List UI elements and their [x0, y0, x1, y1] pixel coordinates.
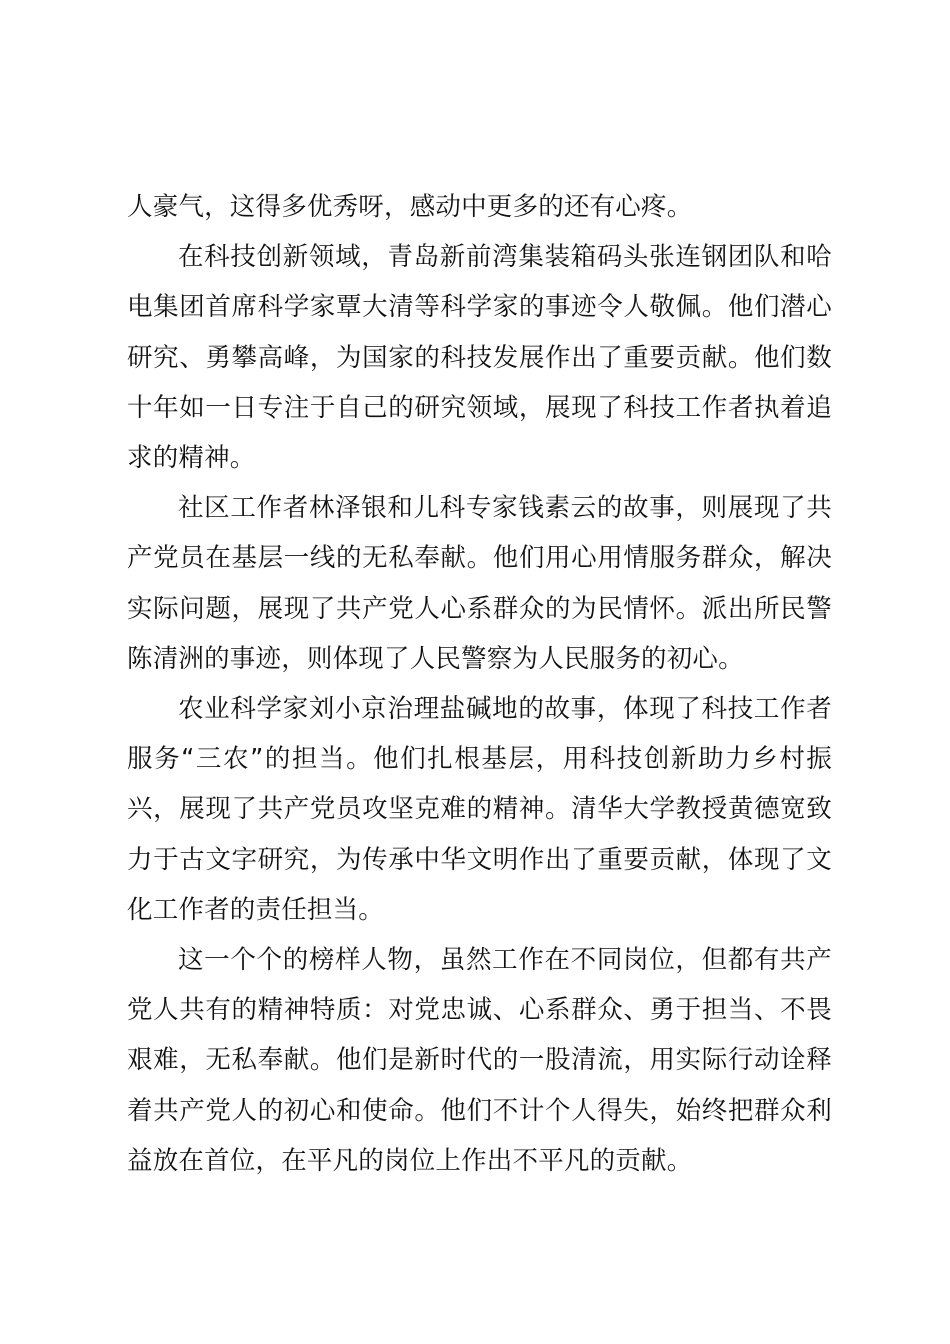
paragraph-continuation: 人豪气，这得多优秀呀，感动中更多的还有心疼。: [127, 192, 693, 222]
paragraph-community-workers: 社区工作者林泽银和儿科专家钱素云的故事，则展现了共产党员在基层一线的无私奉献。他们用心用情服务群众，解决实际问题，展现了共产党人心系群众的为民情怀。派出所民警陈清洲的事迹，则体现了人民警察为人民服务的初心。: [127, 493, 832, 674]
paragraph-role-models: 这一个个的榜样人物，虽然工作在不同岗位，但都有共产党人共有的精神特质：对党忠诚、心系群众、勇于担当、不畏艰难，无私奉献。他们是新时代的一股清流，用实际行动诠释着共产党人的初心和使命。他们不计个人得失，始终把群众利益放在首位，在平凡的岗位上作出不平凡的贡献。: [127, 945, 832, 1176]
paragraph-tech-innovation: 在科技创新领域，青岛新前湾集装箱码头张连钢团队和哈电集团首席科学家覃大清等科学家的事迹令人敬佩。他们潜心研究、勇攀高峰，为国家的科技发展作出了重要贡献。他们数十年如一日专注于自己的研究领域，展现了科技工作者执着追求的精神。: [127, 242, 832, 474]
document-page: [127, 182, 832, 1186]
paragraph-agriculture-culture: 农业科学家刘小京治理盐碱地的故事，体现了科技工作者服务“三农”的担当。他们扎根基层，用科技创新助力乡村振兴，展现了共产党员攻坚克难的精神。清华大学教授黄德宽致力于古文字研究，为传承中华文明作出了重要贡献，体现了文化工作者的责任担当。: [127, 694, 832, 925]
